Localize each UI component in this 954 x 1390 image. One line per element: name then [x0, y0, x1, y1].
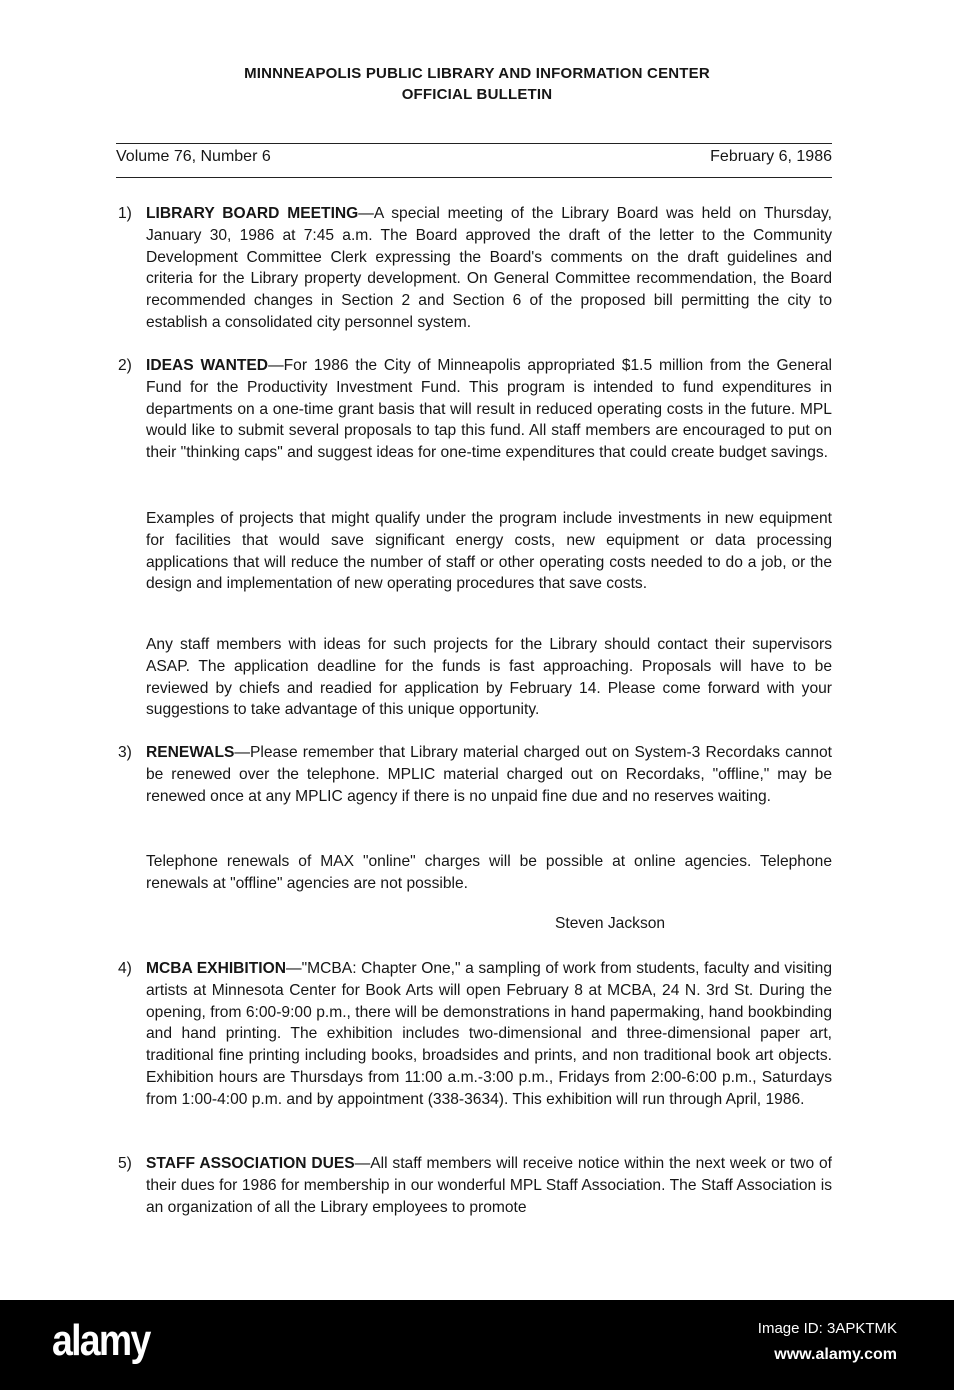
top-rule	[116, 143, 832, 144]
item-text: —All staff members will receive notice within the next week or two of their dues for 1986 for membership in our wonderful MPL Staff Association. The Staff Association is an organization of all the Library employees to promote	[146, 1155, 832, 1216]
item-number: 4)	[118, 960, 132, 977]
bulletin-title: OFFICIAL BULLETIN	[401, 86, 553, 103]
item-title: LIBRARY BOARD MEETING	[146, 205, 359, 222]
signature: Steven Jackson	[555, 915, 666, 932]
item-5	[118, 1153, 832, 1218]
item-text: —Please remember that Library material charged out on System-3 Recordaks cannot be renewed over the telephone. MPLIC material charged out on Recordaks, "offline," may be renewed once at any MPLIC agency if there is no unpaid fine due and no reserves waiting.	[146, 744, 832, 805]
item-text: —"MCBA: Chapter One," a sampling of work from students, faculty and visiting artists at Minnesota Center for Book Arts will open February 8 at MCBA, 24 N. 3rd St. During the opening, from 6:00-9:00 p.m., there will be demonstrations in hand papermaking, hand bookbinding and hand printing. The exhibition includes two-dimensional and three-dimensional paper art, traditional fine printing including books, broadsides and prints, and non traditional book art objects. Exhibition hours are Thursdays from 11:00 a.m.-3:00 p.m., Fridays from 2:00-6:00 p.m., Saturdays from 1:00-4:00 p.m. and by appointment (338-3634). This exhibition will run through April, 1986.	[146, 960, 833, 1108]
item-3-paragraph: Telephone renewals of MAX "online" charges will be possible at online agencies. Telephone renewals at "offline" agencies are not possible.	[146, 853, 832, 892]
item-2-paragraph: Examples of projects that might qualify under the program include investments in new equipment for facilities that would save significant energy costs, new equipment or data processing applications that will reduce the number of staff or other operating costs needed to do a job, or the design and implementation of new operating procedures that save costs.	[146, 510, 832, 593]
item-title: RENEWALS	[146, 744, 235, 761]
bottom-rule	[116, 177, 832, 178]
alamy-logo: alamy	[52, 1316, 150, 1365]
item-text: —A special meeting of the Library Board was held on Thursday, January 30, 1986 at 7:45 a.m. The Board approved the draft of the letter to the Community Development Committee Clerk expressing the Board's comments on the draft guidelines and criteria for the Library property development. On General Committee recommendation, the Board recommended changes in Section 2 and Section 6 of the proposed bill permitting the city to establish a consolidated city personnel system.	[146, 205, 833, 331]
issue-date: February 6, 1986	[710, 148, 832, 165]
item-title: IDEAS WANTED	[146, 357, 269, 374]
watermark-bar	[0, 1300, 954, 1390]
item-2-paragraph: Any staff members with ideas for such projects for the Library should contact their supervisors ASAP. The application deadline for the funds is fast approaching. Proposals will have to be reviewed by chiefs and readied for application by February 14. Please come forward with your suggestions to take advantage of this unique opportunity.	[146, 636, 832, 719]
item-title: STAFF ASSOCIATION DUES	[146, 1155, 355, 1172]
item-number: 5)	[118, 1155, 132, 1172]
item-4	[118, 958, 833, 1111]
item-number: 2)	[118, 357, 132, 374]
image-id: Image ID: 3APKTMK	[757, 1320, 897, 1337]
item-text: —For 1986 the City of Minneapolis appropriated $1.5 million from the General Fund for the Productivity Investment Fund. This program is intended to fund expenditures in departments on a one-time grant basis that will result in reduced operating costs in the future. MPL would like to submit several proposals to tap this fund. All staff members are encouraged to put on their "thinking caps" and suggest ideas for one-time expenditures that could create budget savings.	[146, 357, 833, 462]
item-number: 3)	[118, 744, 132, 761]
watermark-url: www.alamy.com	[774, 1346, 897, 1363]
item-title: MCBA EXHIBITION	[146, 960, 287, 977]
item-1	[118, 203, 833, 334]
volume-number: Volume 76, Number 6	[116, 148, 271, 165]
item-3	[118, 742, 832, 807]
item-2	[118, 355, 833, 464]
bulletin-org-title: MINNNEAPOLIS PUBLIC LIBRARY AND INFORMATION CENTER	[244, 65, 710, 82]
item-number: 1)	[118, 205, 132, 222]
